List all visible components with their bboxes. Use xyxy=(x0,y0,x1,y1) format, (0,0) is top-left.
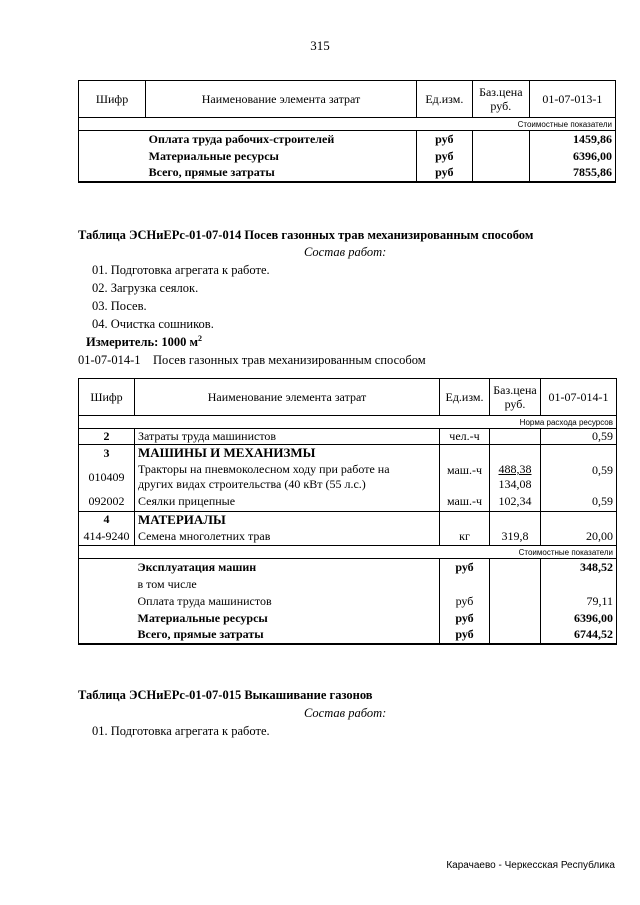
header-base-price: Баз.цена руб. xyxy=(472,81,529,118)
row-code: 092002 xyxy=(79,493,135,511)
row-code: 010409 xyxy=(79,461,135,493)
row-unit: кг xyxy=(440,528,490,546)
row-price: 102,34 xyxy=(490,493,541,511)
row-value: 0,59 xyxy=(541,429,617,445)
header-unit: Ед.изм. xyxy=(416,81,472,118)
row-code: 3 xyxy=(79,445,135,462)
row-name: Всего, прямые затраты xyxy=(146,165,417,182)
row-value: 0,59 xyxy=(541,493,617,511)
row-unit: руб xyxy=(416,148,472,165)
cost-name: Эксплуатация машин xyxy=(135,559,440,577)
page-number: 315 xyxy=(310,38,330,53)
work-step: 01. Подготовка агрегата к работе. xyxy=(92,724,270,738)
row-value: 0,59 xyxy=(541,461,617,493)
section-title: Таблица ЭСНиЕРс-01-07-015 Выкашивание газонов xyxy=(78,688,373,702)
cost-label: Стоимостные показатели xyxy=(79,546,617,559)
norm-line: 01-07-014-1 Посев газонных трав механизированным способом xyxy=(78,353,426,367)
footer-region: Карачаево - Черкесская Республика xyxy=(446,860,615,871)
row-name: МАШИНЫ И МЕХАНИЗМЫ xyxy=(135,445,440,462)
row-value: 7855,86 xyxy=(529,165,615,182)
row-name: Затраты труда машинистов xyxy=(135,429,440,445)
header-code: Шифр xyxy=(79,379,135,416)
cost-unit: руб xyxy=(440,610,490,627)
cost-value: 348,52 xyxy=(541,559,617,577)
work-step: 04. Очистка сошников. xyxy=(92,317,214,331)
row-unit: маш.-ч xyxy=(440,461,490,493)
row-value: 20,00 xyxy=(541,528,617,546)
row-unit: руб xyxy=(416,131,472,148)
measure-unit: Измеритель: 1000 $м^2$ xyxy=(86,334,203,350)
row-price: 488,38 134,08 xyxy=(490,461,541,493)
composition-label: Состав работ: xyxy=(304,245,387,259)
header-base-price: Баз.цена руб. xyxy=(490,379,541,416)
cost-value: 6396,00 xyxy=(541,610,617,627)
header-norm-code: 01-07-013-1 xyxy=(529,81,615,118)
row-name: Семена многолетних трав xyxy=(135,528,440,546)
row-name: МАТЕРИАЛЫ xyxy=(135,511,440,528)
cost-table-013 xyxy=(78,80,616,183)
row-code: 4 xyxy=(79,511,135,528)
row-name: Оплата труда рабочих-строителей xyxy=(146,131,417,148)
cost-name: Оплата труда машинистов xyxy=(135,593,440,610)
section-label: Стоимостные показатели xyxy=(79,118,616,131)
header-code: Шифр xyxy=(79,81,146,118)
work-step: 02. Загрузка сеялок. xyxy=(92,281,199,295)
resource-table-014 xyxy=(78,378,617,645)
cost-name: Всего, прямые затраты xyxy=(135,627,440,644)
cost-value: 6744,52 xyxy=(541,627,617,644)
norm-label: Норма расхода ресурсов xyxy=(79,416,617,429)
header-name: Наименование элемента затрат xyxy=(135,379,440,416)
header-norm-code: 01-07-014-1 xyxy=(541,379,617,416)
work-step: 03. Посев. xyxy=(92,299,147,313)
cost-name: в том числе xyxy=(135,577,440,593)
cost-unit: руб xyxy=(440,627,490,644)
row-name: Тракторы на пневмоколесном ходу при работе на других видах строительства (40 кВт (55 л.с.) xyxy=(135,461,440,493)
row-unit: руб xyxy=(416,165,472,182)
row-unit: чел.-ч xyxy=(440,429,490,445)
section-title: Таблица ЭСНиЕРс-01-07-014 Посев газонных трав механизированным способом xyxy=(78,228,534,242)
row-value: 6396,00 xyxy=(529,148,615,165)
header-unit: Ед.изм. xyxy=(440,379,490,416)
row-price: 319,8 xyxy=(490,528,541,546)
composition-label: Состав работ: xyxy=(304,706,387,720)
row-code: 2 xyxy=(79,429,135,445)
work-step: 01. Подготовка агрегата к работе. xyxy=(92,263,270,277)
row-name: Материальные ресурсы xyxy=(146,148,417,165)
cost-value: 79,11 xyxy=(541,593,617,610)
cost-unit: руб xyxy=(440,593,490,610)
row-name: Сеялки прицепные xyxy=(135,493,440,511)
row-code: 414-9240 xyxy=(79,528,135,546)
row-unit: маш.-ч xyxy=(440,493,490,511)
header-name: Наименование элемента затрат xyxy=(146,81,417,118)
row-value: 1459,86 xyxy=(529,131,615,148)
cost-unit: руб xyxy=(440,559,490,577)
cost-name: Материальные ресурсы xyxy=(135,610,440,627)
